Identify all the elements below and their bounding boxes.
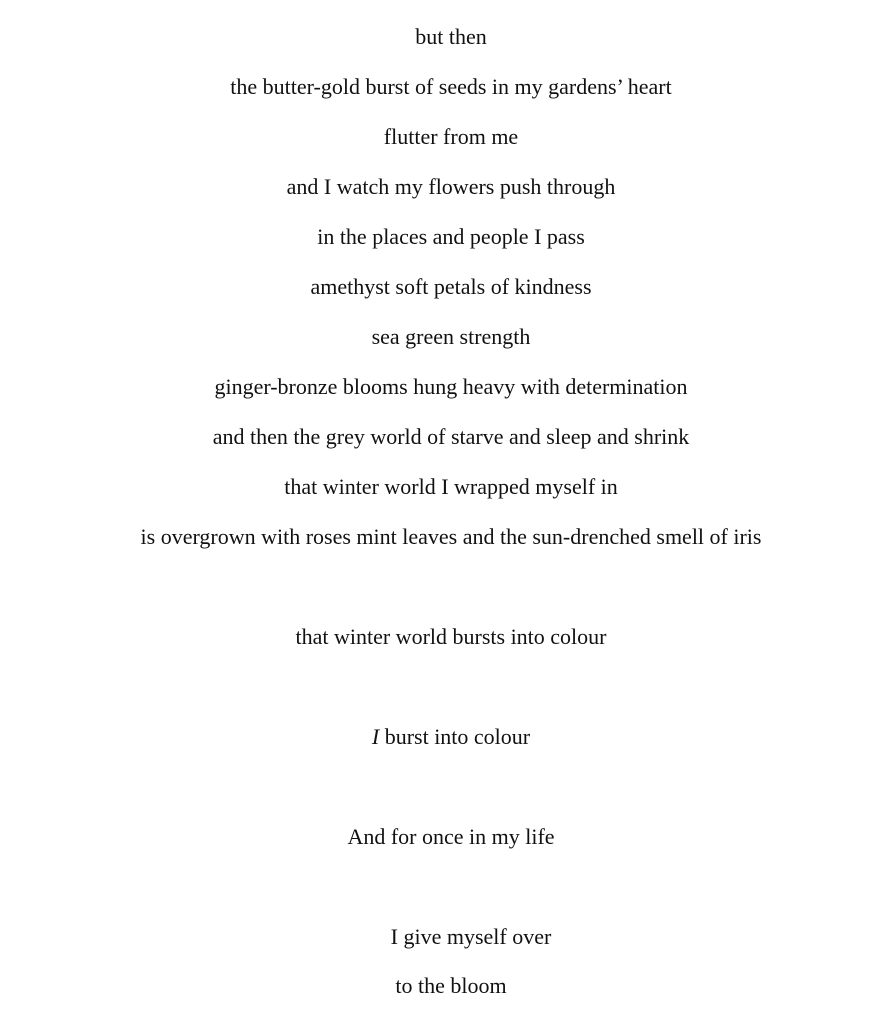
poem-line: and then the grey world of starve and sleep and shrink	[212, 424, 690, 449]
poem-line: is overgrown with roses mint leaves and the sun-drenched smell of iris	[140, 524, 762, 549]
poem-line: that winter world bursts into colour	[295, 624, 607, 649]
poem-line: ginger-bronze blooms hung heavy with determination	[214, 374, 688, 399]
poem-line: I give myself over	[390, 924, 552, 949]
poem-line: the butter-gold burst of seeds in my gardens’ heart	[230, 74, 672, 99]
poem-line: that winter world I wrapped myself in	[284, 474, 618, 499]
poem-line: to the bloom	[395, 973, 507, 998]
poem-line: amethyst soft petals of kindness	[310, 274, 592, 299]
poem-line: And for once in my life	[347, 824, 555, 849]
poem-line: and I watch my flowers push through	[286, 174, 616, 199]
poem-line: sea green strength	[371, 324, 531, 349]
poem-line-italic	[0, 724, 882, 750]
poem-line: but then	[415, 24, 487, 49]
poem-line-rest: burst into colour	[379, 724, 531, 749]
italic-word: I	[371, 724, 380, 749]
poem-line: flutter from me	[383, 124, 519, 149]
poem-line: in the places and people I pass	[317, 224, 585, 249]
